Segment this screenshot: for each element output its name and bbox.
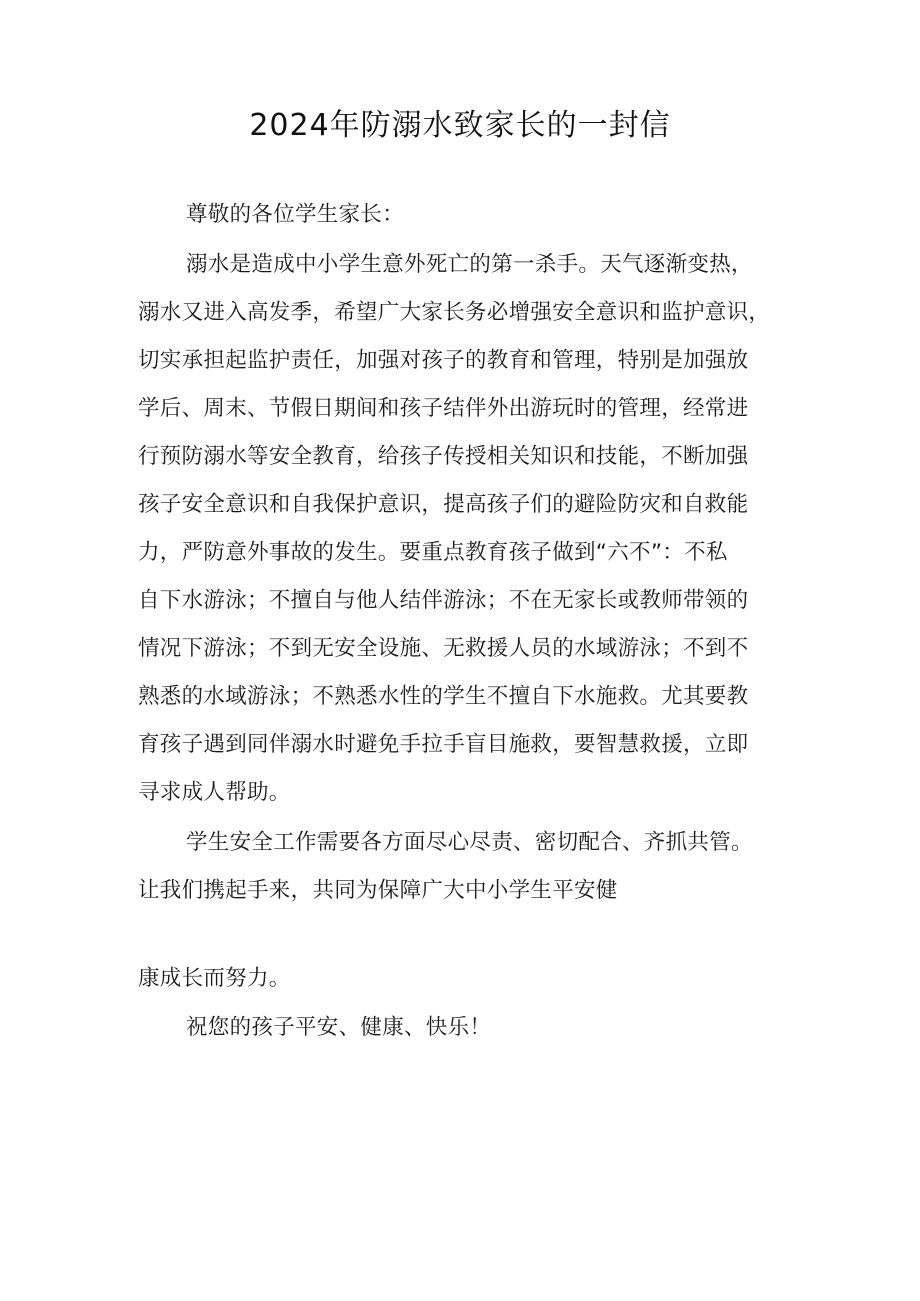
paragraph-1-line-4: 学后、周末、节假日期间和孩子结伴外出游玩时的管理，经常进	[138, 396, 749, 421]
paragraph-1-line-5: 行预防溺水等安全教育，给孩子传授相关知识和技能，不断加强	[138, 444, 749, 469]
paragraph-2-line-2: 让我们携起手来，共同为保障广大中小学生平安健	[138, 878, 618, 903]
paragraph-1-line-8: 自下水游泳；不擅自与他人结伴游泳；不在无家长或教师带领的	[138, 588, 749, 613]
paragraph-1-line-6: 孩子安全意识和自我保护意识，提高孩子们的避险防灾和自救能	[138, 492, 749, 517]
paragraph-1-line-1: 溺水是造成中小学生意外死亡的第一杀手。天气逐渐变热，	[186, 252, 753, 277]
paragraph-2-line-1: 学生安全工作需要各方面尽心尽责、密切配合、齐抓共管。	[186, 830, 753, 855]
paragraph-1-line-3: 切实承担起监护责任，加强对孩子的教育和管理，特别是加强放	[138, 348, 749, 373]
document-title: 2024年防溺水致家长的一封信	[249, 108, 671, 143]
paragraph-2-line-3: 康成长而努力。	[138, 966, 291, 991]
salutation: 尊敬的各位学生家长：	[186, 202, 405, 227]
paragraph-1-line-12: 寻求成人帮助。	[138, 780, 291, 805]
paragraph-1-line-7: 力，严防意外事故的发生。要重点教育孩子做到“六不”：不私	[138, 540, 728, 565]
paragraph-1-line-2: 溺水又进入高发季，希望广大家长务必增强安全意识和监护意识，	[138, 300, 771, 325]
closing-wish: 祝您的孩子平安、健康、快乐！	[186, 1015, 492, 1040]
paragraph-1-line-11: 育孩子遇到同伴溺水时避免手拉手盲目施救，要智慧救援，立即	[138, 732, 749, 757]
paragraph-1-line-9: 情况下游泳；不到无安全设施、无救援人员的水域游泳；不到不	[138, 636, 749, 661]
paragraph-1-line-10: 熟悉的水域游泳；不熟悉水性的学生不擅自下水施救。尤其要教	[138, 684, 749, 709]
